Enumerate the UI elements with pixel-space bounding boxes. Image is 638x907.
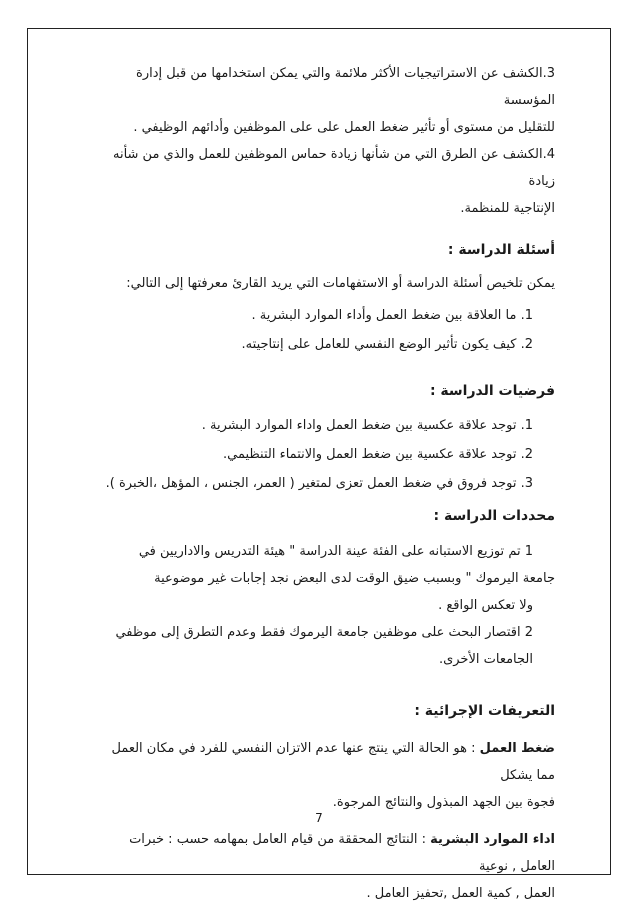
questions-heading: أسئلة الدراسة : [447,242,555,258]
definition-2-line-1 [95,826,555,880]
limit-1-line-2: جامعة اليرموك " وبسبب ضيق الوقت لدى البعض نجد إجابات غير موضوعية [154,571,555,586]
hypothesis-item-2: 2. توجد علاقة عكسية بين ضغط العمل والانتماء التنظيمي. [222,447,533,462]
limit-1-line-3: ولا تعكس الواقع . [438,598,533,613]
definition-1-line-1 [95,735,555,789]
definition-2-line-2: العمل , كمية العمل ,تحفيز العامل . [366,886,555,901]
definition-1-line-2: فجوة بين الجهد المبذول والنتائج المرجوة. [332,795,555,810]
definition-2-text: : النتائج المحققة من قيام العامل بمهامه حسب : خبرات العامل , نوعية [129,832,555,874]
document-body [95,60,555,907]
page-number: 7 [315,811,323,825]
definitions-heading: التعريفات الإجرائية : [414,703,555,719]
questions-intro: يمكن تلخيص أسئلة الدراسة أو الاستفهامات التي يريد القارئ معرفتها إلى التالي: [126,276,555,291]
definition-1-term: ضغط العمل [479,741,555,756]
hypothesis-item-3: 3. توجد فروق في ضغط العمل تعزى لمتغير ( العمر، الجنس ، المؤهل ،الخبرة ). [105,476,533,491]
hypotheses-heading: فرضيات الدراسة : [429,383,555,399]
question-item-1: 1. ما العلاقة بين ضغط العمل وأداء الموارد البشرية . [251,308,533,323]
limit-2-line-2: الجامعات الأخرى. [438,652,533,667]
limit-1-line-1: 1 تم توزيع الاستبانه على الفئة عينة الدراسة " هيئة التدريس والاداريين في [138,544,533,559]
limit-2-line-1: 2 اقتصار البحث على موظفين جامعة اليرموك فقط وعدم التطرق إلى موظفي [115,625,533,640]
objective-3-line-1: 3.الكشف عن الاستراتيجيات الأكثر ملائمة والتي يمكن استخدامها من قبل إدارة المؤسسة [136,66,555,108]
objective-3-line-2: للتقليل من مستوى أو تأثير ضغط العمل على على الموظفين وأدائهم الوظيفي . [133,120,555,135]
objective-4-line-2: الإنتاجية للمنظمة. [460,201,555,216]
objective-4-line-1: 4.الكشف عن الطرق التي من شأنها زيادة حماس الموظفين للعمل والذي من شأنه زيادة [112,147,555,189]
definition-2-term: اداء الموارد البشرية [430,832,555,847]
question-item-2: 2. كيف يكون تأثير الوضع النفسي للعامل على إنتاجيته. [241,337,533,352]
limits-heading: محددات الدراسة : [433,508,555,524]
hypothesis-item-1: 1. توجد علاقة عكسية بين ضغط العمل واداء الموارد البشرية . [201,418,533,433]
definition-1-text: : هو الحالة التي ينتج عنها عدم الاتزان النفسي للفرد في مكان العمل مما يشكل [111,741,555,783]
